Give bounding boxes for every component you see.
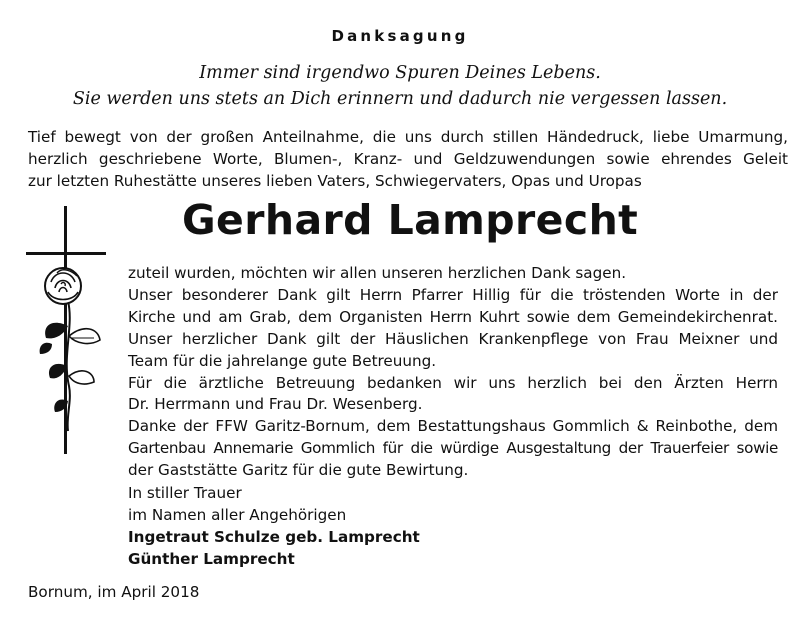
intro-line: herzlich geschriebene Worte, Blumen-, Kranz- und Geldzuwendungen sowie ehrendes Geleit — [28, 150, 788, 168]
memorial-verse — [0, 60, 800, 112]
thanks-paragraph — [128, 263, 778, 482]
signature-line: In stiller Trauer — [128, 484, 242, 502]
body-line: Kirche und am Grab, dem Organisten Herrn Kuhrt sowie dem Gemeindekirchenrat. — [128, 307, 778, 326]
body-line: zuteil wurden, möchten wir allen unseren herzlichen Dank sagen. — [128, 264, 627, 282]
body-line: Dr. Herrmann und Frau Dr. Wesenberg. — [128, 395, 423, 414]
body-line: Team für die jahrelange gute Betreuung. — [128, 351, 437, 370]
cross-with-rose-icon — [22, 206, 112, 460]
notice-heading: Danksagung — [331, 27, 469, 45]
body-line: Für die ärztliche Betreuung bedanken wir uns herzlich bei den Ärzten Herrn — [128, 373, 778, 392]
intro-line: zur letzten Ruhestätte unseres lieben Vaters, Schwiegervaters, Opas und Uropas — [28, 172, 642, 190]
mourner-name: Günther Lamprecht — [128, 550, 295, 568]
body-line: Danke der FFW Garitz-Bornum, dem Bestattungshaus Gommlich & Reinbothe, dem — [128, 417, 778, 436]
intro-paragraph — [28, 126, 788, 192]
mourner-name: Ingetraut Schulze geb. Lamprecht — [128, 528, 420, 546]
body-line: Unser herzlicher Dank gilt der Häuslichen Krankenpflege von Frau Meixner und — [128, 329, 778, 348]
verse-line: Immer sind irgendwo Spuren Deines Lebens. — [199, 63, 601, 83]
body-line: der Gaststätte Garitz für die gute Bewirtung. — [128, 461, 469, 480]
body-line: Unser besonderer Dank gilt Herrn Pfarrer Hillig für die tröstenden Worte in der — [128, 285, 778, 304]
signature-line: im Namen aller Angehörigen — [128, 506, 347, 524]
verse-line: Sie werden uns stets an Dich erinnern und dadurch nie vergessen lassen. — [72, 89, 728, 109]
deceased-name: Gerhard Lamprecht — [182, 196, 639, 244]
signature-block — [128, 482, 420, 570]
body-line: Gartenbau Annemarie Gommlich für die würdige Ausgestaltung der Trauerfeier sowie — [128, 439, 778, 458]
intro-line: Tief bewegt von der großen Anteilnahme, die uns durch stillen Händedruck, liebe Umarmung, — [28, 128, 788, 146]
place-date: Bornum, im April 2018 — [28, 583, 200, 601]
